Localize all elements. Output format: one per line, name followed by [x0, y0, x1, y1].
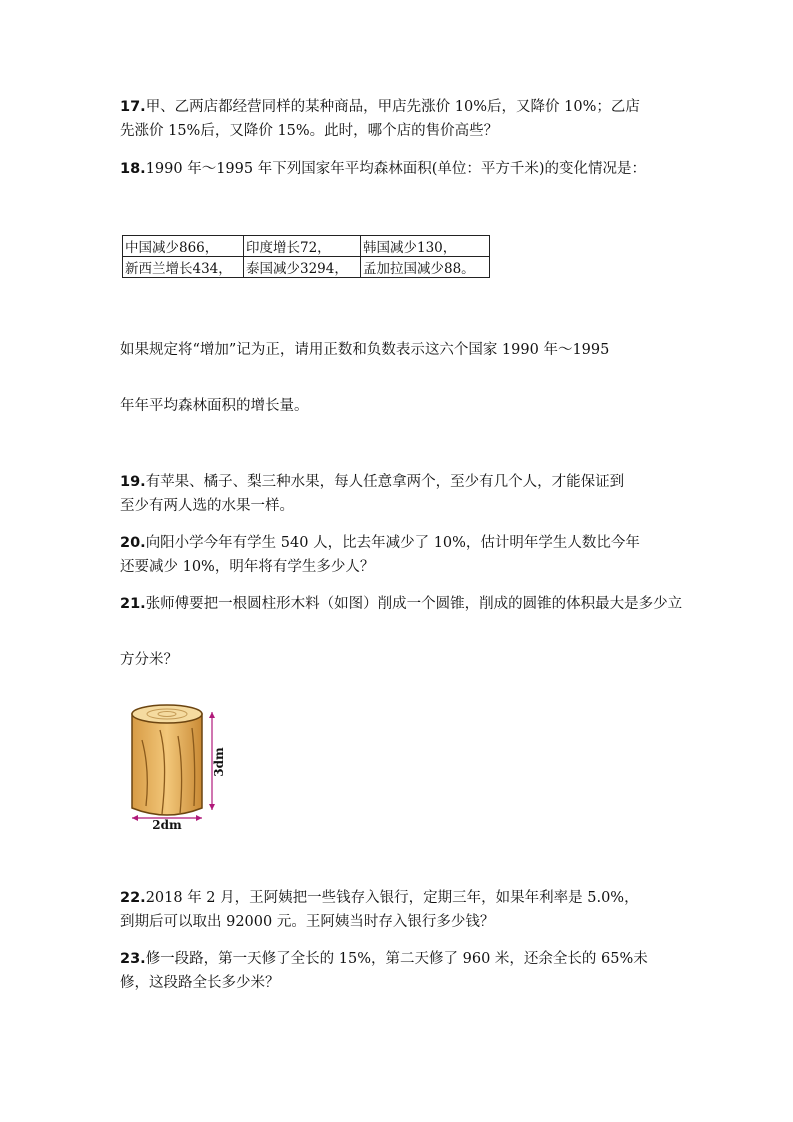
table-row — [123, 236, 490, 257]
question-19-line-1: 19.有苹果、橘子、梨三种水果，每人任意拿两个，至少有几个人，才能保证到 — [120, 474, 625, 490]
table-row — [123, 257, 490, 278]
question-21-number: 21. — [120, 596, 146, 612]
question-19-number: 19. — [120, 474, 146, 490]
wood-cylinder-figure — [122, 700, 232, 830]
table-cell: 泰国减少3294， — [244, 257, 361, 278]
table-cell: 新西兰增长434， — [123, 257, 244, 278]
table-cell: 中国减少866， — [123, 236, 244, 257]
table-cell: 韩国减少130， — [361, 236, 490, 257]
question-22-line-1: 22.2018 年 2 月，王阿姨把一些钱存入银行，定期三年，如果年利率是 5.0%， — [120, 890, 639, 906]
question-18-number: 18. — [120, 161, 146, 177]
question-18-line-1: 18.1990 年～1995 年下列国家年平均森林面积(单位：平方千米)的变化情况是： — [120, 161, 647, 177]
question-17-line-2: 先涨价 15%后，又降价 15%。此时，哪个店的售价高些？ — [120, 123, 499, 139]
question-22-number: 22. — [120, 890, 146, 906]
question-18-line-2: 如果规定将“增加”记为正，请用正数和负数表示这六个国家 1990 年～1995 — [120, 342, 610, 358]
question-21-line-2: 方分米？ — [120, 652, 178, 668]
log-icon — [132, 705, 202, 815]
question-23-line-2: 修，这段路全长多少米？ — [120, 975, 280, 991]
diameter-label: 2dm — [152, 818, 182, 830]
question-20-line-1: 20.向阳小学今年有学生 540 人，比去年减少了 10%，估计明年学生人数比今年 — [120, 535, 640, 551]
question-21-line-1: 21.张师傅要把一根圆柱形木料（如图）削成一个圆锥，削成的圆锥的体积最大是多少立 — [120, 596, 683, 612]
question-23-number: 23. — [120, 951, 146, 967]
table-cell: 孟加拉国减少88。 — [361, 257, 490, 278]
question-17-number: 17. — [120, 99, 146, 115]
height-label: 3dm — [212, 747, 226, 777]
question-19-line-2: 至少有两人选的水果一样。 — [120, 498, 294, 514]
question-20-number: 20. — [120, 535, 146, 551]
question-18-line-3: 年年平均森林面积的增长量。 — [120, 398, 309, 414]
question-17-line-1: 17.甲、乙两店都经营同样的某种商品，甲店先涨价 10%后，又降价 10%；乙店 — [120, 99, 640, 115]
table-cell: 印度增长72， — [244, 236, 361, 257]
question-23-line-1: 23.修一段路，第一天修了全长的 15%，第二天修了 960 米，还余全长的 65%未 — [120, 951, 648, 967]
question-22-line-2: 到期后可以取出 92000 元。王阿姨当时存入银行多少钱？ — [120, 914, 495, 930]
forest-area-table — [122, 235, 490, 278]
question-20-line-2: 还要减少 10%，明年将有学生多少人？ — [120, 559, 375, 575]
